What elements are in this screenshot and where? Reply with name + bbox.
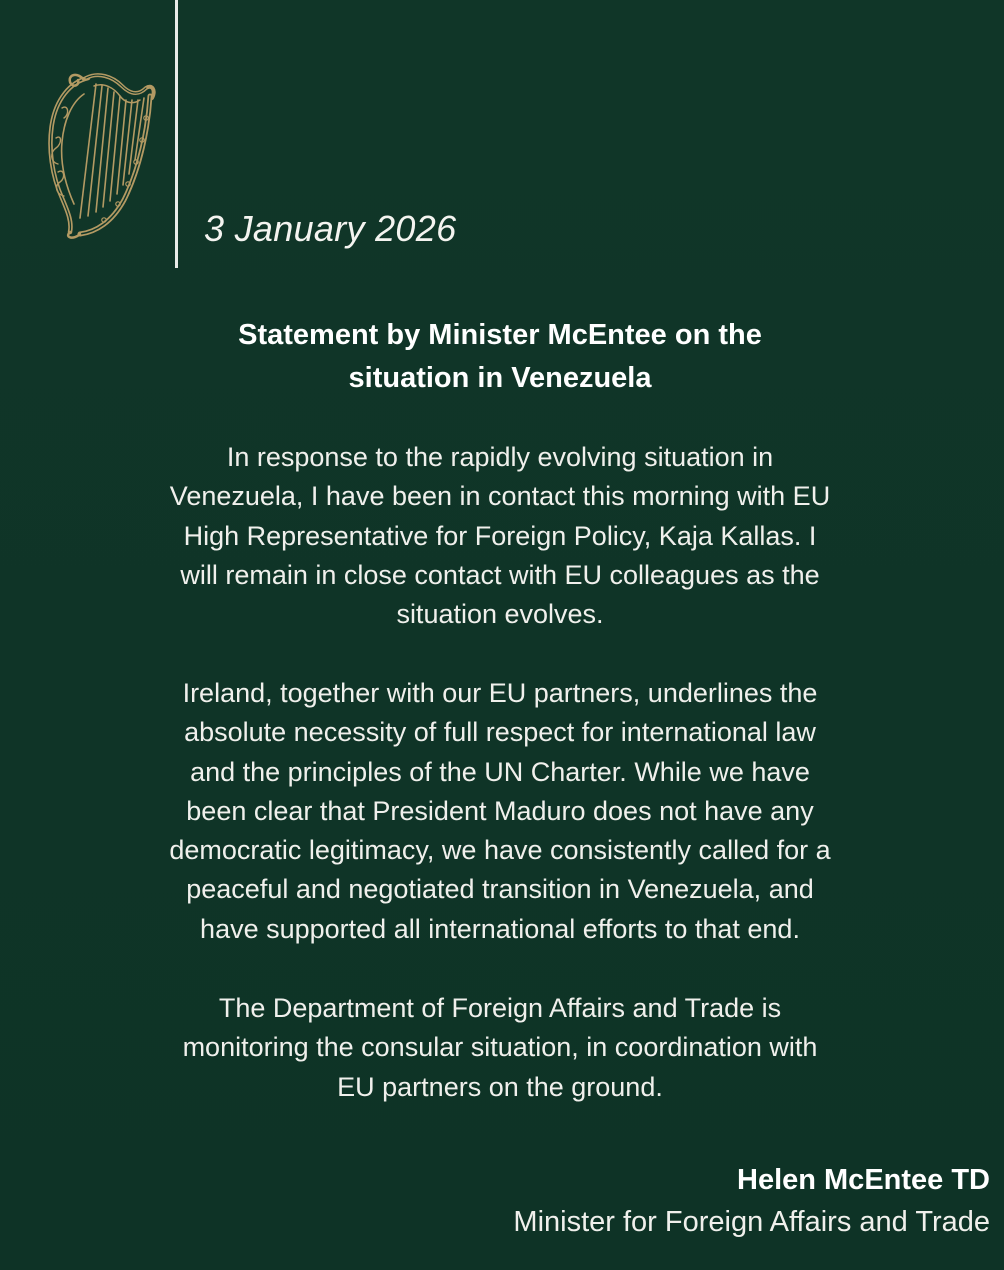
statement-title-line: situation in Venezuela <box>348 362 652 394</box>
paragraph-line: absolute necessity of full respect for international law <box>184 717 816 748</box>
signature-role: Minister for Foreign Affairs and Trade <box>513 1206 990 1238</box>
statement-paragraph-1 <box>82 438 918 634</box>
paragraph-line: situation evolves. <box>396 599 604 630</box>
paragraph-line: have supported all international efforts to that end. <box>200 913 800 944</box>
paragraph-line: Ireland, together with our EU partners, underlines the <box>182 678 818 708</box>
statement-date: 3 January 2026 <box>204 208 457 249</box>
paragraph-line: monitoring the consular situation, in coordination with <box>182 1032 818 1063</box>
statement-paragraph-2 <box>82 674 918 949</box>
paragraph-line: been clear that President Maduro does not have any <box>186 795 814 826</box>
signature-name: Helen McEntee TD <box>737 1164 990 1196</box>
paragraph-line: The Department of Foreign Affairs and Trade is <box>218 993 782 1023</box>
header-divider <box>175 0 178 268</box>
paragraph-line: High Representative for Foreign Policy, Kaja Kallas. I <box>183 520 817 551</box>
paragraph-line: EU partners on the ground. <box>337 1071 663 1102</box>
statement-paragraph-3 <box>82 989 918 1107</box>
paragraph-line: will remain in close contact with EU colleagues as the <box>180 559 820 590</box>
paragraph-line: peaceful and negotiated transition in Venezuela, and <box>186 874 814 905</box>
statement-title-line: Statement by Minister McEntee on the <box>238 319 762 351</box>
paragraph-line: Venezuela, I have been in contact this morning with EU <box>169 481 831 512</box>
paragraph-line: and the principles of the UN Charter. While we have <box>190 756 810 787</box>
statement-title <box>100 314 900 400</box>
paragraph-line: democratic legitimacy, we have consistently called for a <box>169 835 831 866</box>
harp-emblem-icon <box>40 68 158 240</box>
paragraph-line: In response to the rapidly evolving situation in <box>226 442 774 472</box>
